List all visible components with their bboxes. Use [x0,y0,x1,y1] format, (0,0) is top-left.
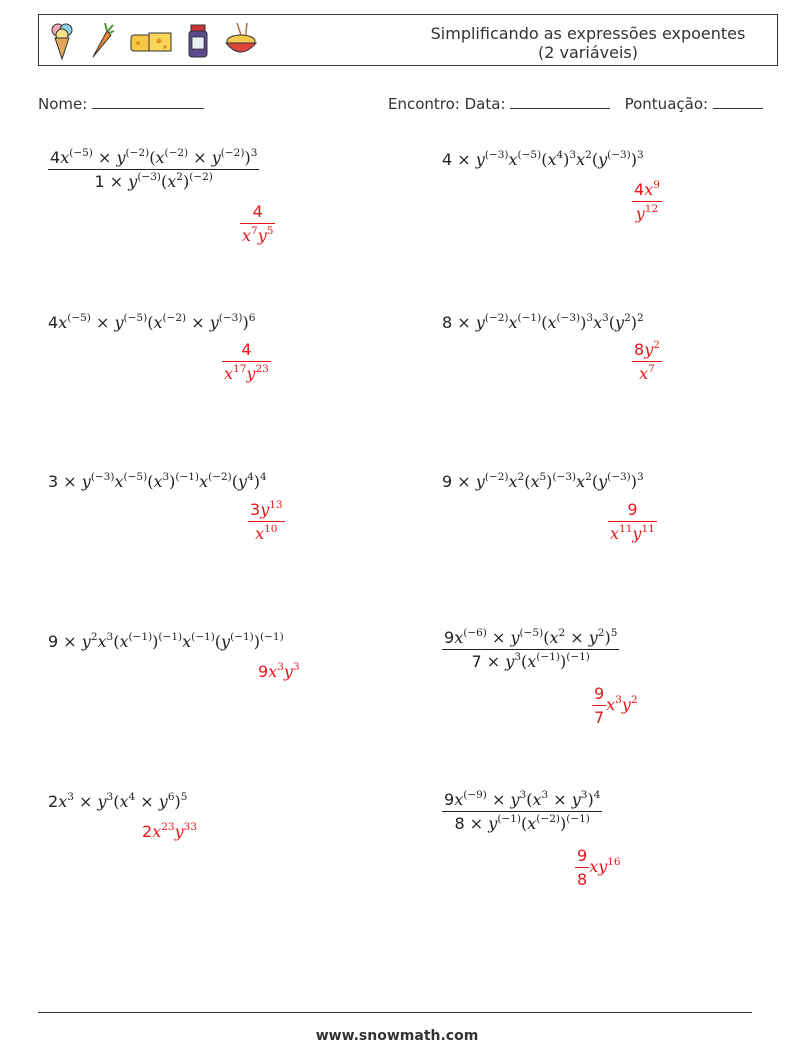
answer-10: $\frac{9}{8}$ $xy^{16}$ [577,846,621,889]
answer-7: $9x^3y^3$ [258,661,300,681]
cheese-icon [129,21,173,61]
problem-1: $\frac{4x^{(-5)} \times y^{(-2)}(x^{(-2)} \times y^{(-2)})^3}{1 \times y^{(-3)}(x^2)^{(-2)}}$ [50,147,258,191]
answer-9: $2x^{23}y^{33}$ [142,821,198,841]
name-label: Nome: [38,95,88,113]
date-label: Encontro: Data: [388,95,506,113]
answer-5: $\frac{3y^{13}}{x^{10}}$ [250,499,283,543]
problem-5: $3 \times y^{(-3)}x^{(-5)}(x^3)^{(-1)}x^{(-2)}(y^4)^4$ [48,471,267,491]
header-box [38,14,778,66]
problem-10: $\frac{9x^{(-9)} \times y^3(x^3 \times y^3)^4}{8 \times y^{(-1)}(x^{(-2)})^{(-1)}}$ [444,789,601,833]
date-field [388,94,763,113]
problem-2: $4 \times y^{(-3)}x^{(-5)}(x^4)^3x^2(y^{(-3)})^3$ [442,149,644,169]
problem-4: $8 \times y^{(-2)}x^{(-1)}(x^{(-3)})^3x^3(y^2)^2$ [442,312,644,332]
answer-3: $\frac{4}{x^{17}y^{23}}$ [224,340,269,383]
answer-8: $\frac{9}{7}$ $x^3y^2$ [594,684,638,727]
problem-7: $9 \times y^2x^3(x^{(-1)})^{(-1)}x^{(-1)}(y^{(-1)})^{(-1)}$ [48,631,284,651]
problem-3: $4x^{(-5)} \times y^{(-5)}(x^{(-2)} \times y^{(-3)})^6$ [48,312,256,332]
score-blank[interactable] [713,94,763,109]
answer-6: $\frac{9}{x^{11}y^{11}}$ [610,500,655,543]
answer-4: $\frac{8y^2}{x^7}$ [634,339,660,383]
name-blank[interactable] [92,94,204,109]
jar-icon [187,21,209,61]
problem-6: $9 \times y^{(-2)}x^2(x^5)^{(-3)}x^2(y^{(-3)})^3$ [442,471,644,491]
worksheet-title: Simplificando as expressões expoentes (2 variáveis) [430,24,746,62]
footer-site[interactable]: www.snowmath.com [315,1028,479,1044]
icon-row [49,21,259,61]
footer-divider [38,1012,752,1013]
answer-2: $\frac{4x^9}{y^{12}}$ [634,179,660,223]
score-label: Pontuação: [624,95,709,113]
problem-9: $2x^3 \times y^3(x^4 \times y^6)^5$ [48,791,188,811]
carrot-icon [89,21,115,61]
date-blank[interactable] [510,94,610,109]
answer-1: $\frac{4}{x^7y^5}$ [242,202,274,245]
name-field [38,94,204,113]
noodle-bowl-icon [223,21,259,61]
problem-8: $\frac{9x^{(-6)} \times y^{(-5)}(x^2 \times y^2)^5}{7 \times y^3(x^{(-1)})^{(-1)}}$ [444,627,618,671]
ice-cream-icon [49,21,75,61]
